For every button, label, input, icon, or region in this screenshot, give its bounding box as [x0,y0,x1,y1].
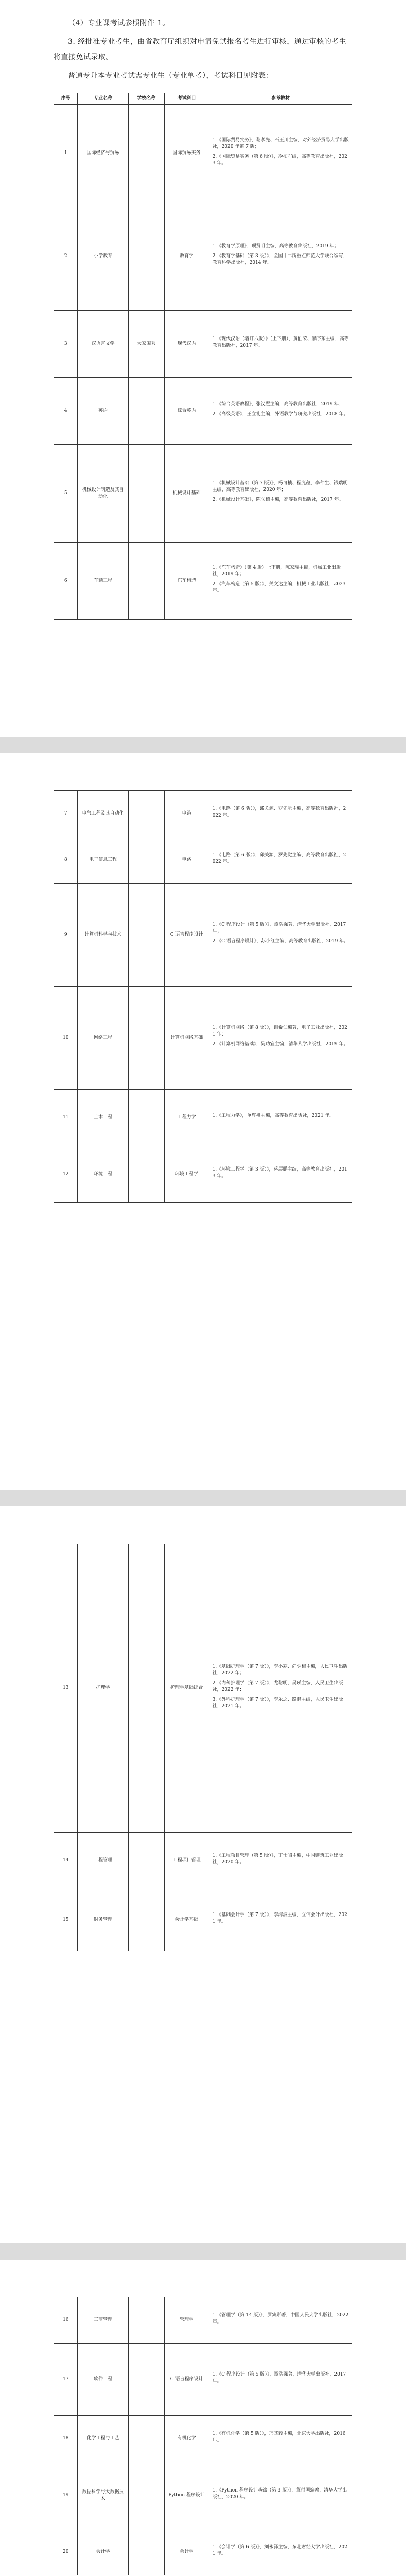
row-subject: 机械设计基础 [164,445,209,543]
table-row [54,1544,352,1833]
header-subject: 考试科目 [164,93,209,105]
row-major: 机械设计制造及其自动化 [78,445,129,543]
row-major: 小学教育 [78,202,129,311]
row-school [128,202,164,311]
ref-line: 1.《现代汉语（增订六版）》（上下册），黄伯荣、廖序东主编，高等教育出版社，2017 年。 [212,336,349,348]
row-no: 12 [54,1146,78,1203]
row-subject: 护理学基础综合 [164,1544,209,1833]
exam-subject-table [54,1544,352,1951]
row-major: 计算机科学与技术 [78,884,129,987]
table-row [54,1146,352,1203]
row-school [128,543,164,620]
row-major: 土木工程 [78,1090,129,1146]
row-no: 19 [54,2462,78,2529]
row-refs [209,1090,352,1146]
ref-line: 1.《机械设计基础（第 7 版）》，杨可桢、程光蕴、李仲生、钱瑞明主编，高等教育出版社，2020 年； [212,481,348,493]
ref-line: 1.《Python 程序设计基础（第 3 版）》，董付国编著，清华大学出版社，2020 年。 [212,2487,347,2500]
row-no: 3 [54,311,78,378]
ref-line: 1.《计算机网络（第 8 版）》，谢希仁编著，电子工业出版社，2021 年； [212,1025,347,1037]
row-subject: Python 程序设计 [164,2462,209,2529]
row-major: 软件工程 [78,2344,129,2416]
table-row [54,1889,352,1951]
paragraph: 3. 经批准专业考生，由省教育厅组织对申请免试报名考生进行审核，通过审核的考生将直接免试录取。 [54,38,347,61]
row-subject: 会计学 [164,2529,209,2575]
ref-line: 1.《电路（第 6 版）》，邱关源、罗先觉主编，高等教育出版社，2022 年。 [212,852,346,865]
ref-line: 1.《C 程序设计（第 5 版）》，谭浩强著，清华大学出版社，2017 年； [212,922,346,934]
ref-line: 2.《内科护理学（第 7 版）》，尤黎明、吴瑛主编，人民卫生出版社，2022 年； [212,1680,343,1692]
ref-line: 1.《工程力学》，单辉祖主编，高等教育出版社，2021 年。 [212,1113,334,1118]
row-no: 13 [54,1544,78,1833]
row-no: 20 [54,2529,78,2575]
document-page-3 [0,1506,406,2243]
row-refs [209,2529,352,2575]
row-refs [209,1146,352,1203]
table-row [54,2297,352,2344]
row-no: 18 [54,2416,78,2462]
row-subject: 计算机网络基础 [164,987,209,1090]
table-row [54,311,352,378]
row-refs [209,543,352,620]
ref-line: 2.《汽车构造（第 5 版）》，关文达主编，机械工业出版社，2023 年。 [212,581,346,594]
row-school [128,2416,164,2462]
row-no: 15 [54,1889,78,1951]
table-header-row [54,93,352,105]
table-row [54,1833,352,1889]
table-row [54,543,352,620]
row-subject: 国际贸易实务 [164,105,209,202]
paragraph: 普通专升本专业考试需专业生（专业单考），考试科目见附表： [68,72,273,80]
ref-line: 2.《教育学基础（第 3 版）》，全国十二所重点师范大学联合编写，教育科学出版社，2014 年。 [212,253,348,265]
ref-line: 1.《基础护理学（第 7 版）》，李小寒、尚少梅主编，人民卫生出版社，2022 年； [212,1664,348,1676]
row-school [128,2462,164,2529]
row-subject: 管理学 [164,2297,209,2344]
row-no: 10 [54,987,78,1090]
row-refs [209,1889,352,1951]
row-major: 护理学 [78,1544,129,1833]
row-major: 网络工程 [78,987,129,1090]
row-major: 会计学 [78,2529,129,2575]
table-row [54,884,352,987]
ref-line: 1.《电路（第 6 版）》，邱关源、罗先觉主编，高等教育出版社，2022 年。 [212,806,346,818]
ref-line: 2.《国际贸易实务（第 6 版）》，冷柏军编，高等教育出版社，2023 年。 [212,154,347,166]
row-major: 车辆工程 [78,543,129,620]
row-major: 工商管理 [78,2297,129,2344]
ref-line: 3.《外科护理学（第 7 版）》，李乐之、路潜主编，人民卫生出版社，2021 年。 [212,1697,343,1709]
document-page-1 [0,0,406,737]
row-subject: 电路 [164,837,209,884]
table-row [54,378,352,445]
row-no: 8 [54,837,78,884]
ref-line: 2.《C 语言程序设计》，苏小红主编，高等教育出版社，2019 年。 [212,939,349,944]
row-subject: 综合英语 [164,378,209,445]
table-row [54,987,352,1090]
ref-line: 1.《有机化学（第 5 版）》，邢其毅主编，北京大学出版社，2016 年。 [212,2431,346,2443]
ref-line: 1.《汽车构造》（第 4 版）上下册，陈家瑞主编，机械工业出版社，2019 年； [212,565,341,577]
row-subject: 环境工程学 [164,1146,209,1203]
row-major: 环境工程 [78,1146,129,1203]
ref-line: 2.《计算机网络基础》，吴功宜主编，清华大学出版社，2019 年。 [212,1042,348,1047]
row-refs [209,2416,352,2462]
document-page-2 [0,753,406,1490]
row-major: 工程管理 [78,1833,129,1889]
row-subject: 电路 [164,791,209,837]
row-no: 17 [54,2344,78,2416]
row-refs [209,2462,352,2529]
row-subject: 现代汉语 [164,311,209,378]
table-row [54,2462,352,2529]
row-no: 14 [54,1833,78,1889]
row-school [128,884,164,987]
row-major: 汉语言文学 [78,311,129,378]
row-refs [209,445,352,543]
row-major: 化学工程与工艺 [78,2416,129,2462]
row-no: 7 [54,791,78,837]
row-no: 11 [54,1090,78,1146]
row-school [128,378,164,445]
table-row [54,445,352,543]
row-subject: 汽车构造 [164,543,209,620]
row-refs [209,202,352,311]
header-school: 学校名称 [128,93,164,105]
ref-line: 2.《机械设计基础》，陈立德主编，高等教育出版社，2017 年。 [212,497,344,502]
table-row [54,2344,352,2416]
table-row [54,1090,352,1146]
row-no: 2 [54,202,78,311]
row-school: 大家闺秀 [128,311,164,378]
row-major: 财务管理 [78,1889,129,1951]
row-refs [209,311,352,378]
row-refs [209,1833,352,1889]
header-no: 序号 [54,93,78,105]
row-subject: C 语言程序设计 [164,2344,209,2416]
row-school [128,2297,164,2344]
exam-subject-table [54,93,352,620]
row-refs [209,105,352,202]
row-major: 数据科学与大数据技术 [78,2462,129,2529]
row-school [128,1889,164,1951]
row-refs [209,2344,352,2416]
row-school [128,987,164,1090]
ref-line: 1.《基础会计学（第 7 版）》，李海波主编，立信会计出版社，2021 年。 [212,1912,347,1924]
row-refs [209,987,352,1090]
table-row [54,837,352,884]
row-refs [209,2297,352,2344]
ref-line: 1.《C 程序设计（第 5 版）》，谭浩强著，清华大学出版社，2017 年。 [212,2371,346,2384]
row-school [128,2344,164,2416]
paragraph: （4）专业课考试参照附件 1。 [68,19,170,27]
ref-line: 1.《会计学（第 6 版）》，刘永泽主编，东北财经大学出版社，2021 年。 [212,2544,347,2556]
row-major: 电子信息工程 [78,837,129,884]
document-page-4 [0,2260,406,2576]
row-refs [209,884,352,987]
header-major: 专业名称 [78,93,129,105]
ref-line: 1.《综合英语教程》，张汉熙主编，高等教育出版社，2019 年； [212,401,344,407]
row-school [128,1146,164,1203]
ref-line: 1.《工程项目管理（第 5 版）》，丁士昭主编，中国建筑工业出版社，2020 年。 [212,1853,343,1865]
row-subject: C 语言程序设计 [164,884,209,987]
table-row [54,791,352,837]
table-row [54,105,352,202]
row-refs [209,378,352,445]
row-subject: 教育学 [164,202,209,311]
table-row [54,202,352,311]
ref-line: 1.《国际贸易实务》，黎孝先、石玉川主编，对外经济贸易大学出版社，2020 年第 7 版； [212,137,349,149]
ref-line: 1.《教育学原理》，项贤明主编，高等教育出版社，2019 年； [212,244,339,249]
row-school [128,1090,164,1146]
row-school [128,791,164,837]
row-major: 电气工程及其自动化 [78,791,129,837]
row-no: 9 [54,884,78,987]
ref-line: 1.《环境工程学（第 3 版）》，蒋展鹏主编，高等教育出版社，2013 年。 [212,1166,347,1179]
row-no: 4 [54,378,78,445]
row-school [128,1544,164,1833]
row-refs [209,1544,352,1833]
row-no: 6 [54,543,78,620]
row-school [128,837,164,884]
exam-subject-table [54,2297,352,2575]
row-subject: 会计学基础 [164,1889,209,1951]
row-refs [209,791,352,837]
row-school [128,105,164,202]
ref-line: 2.《高级英语》，王立礼主编，外语教学与研究出版社，2018 年。 [212,411,348,417]
row-school [128,445,164,543]
row-school [128,1833,164,1889]
row-major: 国际经济与贸易 [78,105,129,202]
exam-subject-table [54,790,352,1203]
ref-line: 1.《管理学（第 14 版）》，罗宾斯著，中国人民大学出版社，2022 年。 [212,2312,349,2325]
header-refs: 参考教材 [209,93,352,105]
row-subject: 工程项目管理 [164,1833,209,1889]
row-refs [209,837,352,884]
row-no: 5 [54,445,78,543]
row-major: 英语 [78,378,129,445]
row-school [128,2529,164,2575]
table-row [54,2529,352,2575]
row-no: 1 [54,105,78,202]
row-subject: 有机化学 [164,2416,209,2462]
row-no: 16 [54,2297,78,2344]
row-subject: 工程力学 [164,1090,209,1146]
table-row [54,2416,352,2462]
